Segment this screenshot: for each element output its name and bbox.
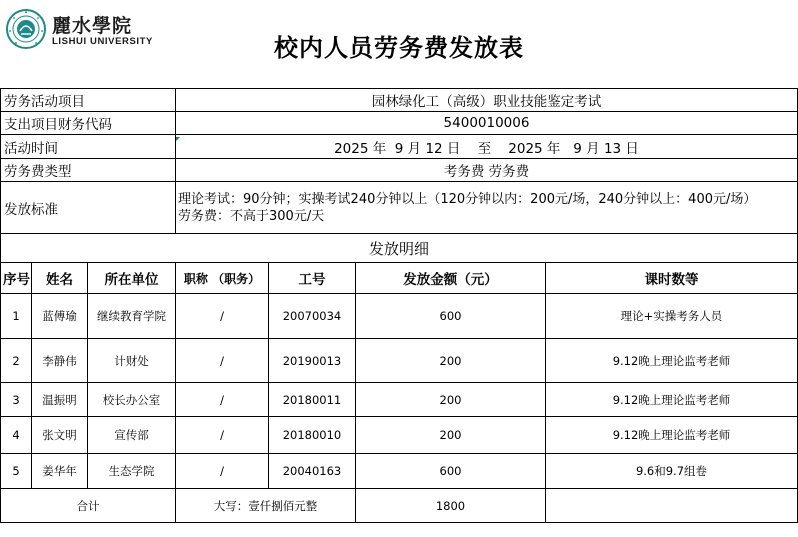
standard-line-1: 理论考试：90分钟；实操考试240分钟以上（120分钟以内：200元/场，240分钟以上：400元/场） — [178, 191, 757, 207]
header-unit: 所在单位 — [88, 263, 176, 294]
row-amount[interactable]: 200 — [356, 339, 546, 383]
row-amount[interactable]: 600 — [356, 294, 546, 339]
row-name[interactable]: 李静伟 — [32, 339, 88, 383]
table-row — [1, 294, 798, 339]
standard-value[interactable] — [176, 182, 798, 234]
table-row — [1, 383, 798, 417]
finance-code-label: 支出项目财务代码 — [1, 112, 176, 135]
total-capital-amount[interactable]: 大写：壹仟捌佰元整 — [176, 489, 356, 523]
row-name[interactable]: 温振明 — [32, 383, 88, 417]
row-unit[interactable]: 生态学院 — [88, 454, 176, 489]
row-seq[interactable]: 4 — [1, 417, 32, 454]
row-unit[interactable]: 校长办公室 — [88, 383, 176, 417]
fee-type-value[interactable]: 考务费 劳务费 — [176, 159, 798, 182]
activity-time-value[interactable]: 2025 年 9 月 12 日 至 2025 年 9 月 13 日 — [176, 135, 798, 159]
standard-line-2: 劳务费：不高于300元/天 — [178, 208, 325, 224]
row-title[interactable]: / — [176, 383, 269, 417]
row-title[interactable]: / — [176, 339, 269, 383]
row-unit[interactable]: 宣传部 — [88, 417, 176, 454]
row-hours[interactable]: 9.12晚上理论监考老师 — [546, 417, 798, 454]
total-label: 合计 — [1, 489, 176, 523]
row-unit[interactable]: 继续教育学院 — [88, 294, 176, 339]
row-hours[interactable]: 9.12晚上理论监考老师 — [546, 383, 798, 417]
row-name[interactable]: 张文明 — [32, 417, 88, 454]
row-id[interactable]: 20180011 — [269, 383, 356, 417]
header-id: 工号 — [269, 263, 356, 294]
table-row — [1, 339, 798, 383]
row-id[interactable]: 20070034 — [269, 294, 356, 339]
row-title[interactable]: / — [176, 417, 269, 454]
page-title: 校内人员劳务费发放表 — [274, 34, 524, 62]
table-row — [1, 417, 798, 454]
activity-time-label: 活动时间 — [1, 135, 176, 159]
total-amount[interactable]: 1800 — [356, 489, 546, 523]
row-unit[interactable]: 计财处 — [88, 339, 176, 383]
row-name[interactable]: 蓝傅瑜 — [32, 294, 88, 339]
detail-section-title: 发放明细 — [1, 234, 798, 263]
header-hours: 课时数等 — [546, 263, 798, 294]
row-amount[interactable]: 200 — [356, 383, 546, 417]
row-amount[interactable]: 600 — [356, 454, 546, 489]
total-empty-cell[interactable] — [546, 489, 798, 523]
row-id[interactable]: 20040163 — [269, 454, 356, 489]
row-hours[interactable]: 9.12晚上理论监考老师 — [546, 339, 798, 383]
row-title[interactable]: / — [176, 294, 269, 339]
logo-chinese-name: 麗水學院 — [52, 15, 133, 37]
cell-comment-marker-icon — [176, 137, 180, 141]
row-amount[interactable]: 200 — [356, 417, 546, 454]
table-row — [1, 454, 798, 489]
finance-code-value[interactable]: 5400010006 — [176, 112, 798, 135]
row-name[interactable]: 姜华年 — [32, 454, 88, 489]
row-title[interactable]: / — [176, 454, 269, 489]
standard-label: 发放标准 — [1, 182, 176, 234]
header-title: 职称 （职务） — [176, 263, 269, 294]
row-seq[interactable]: 5 — [1, 454, 32, 489]
header-name: 姓名 — [32, 263, 88, 294]
header-seq: 序号 — [1, 263, 32, 294]
project-value[interactable]: 园林绿化工（高级）职业技能鉴定考试 — [176, 89, 798, 112]
row-seq[interactable]: 1 — [1, 294, 32, 339]
logo-english-name: LISHUI UNIVERSITY — [52, 36, 153, 47]
row-hours[interactable]: 9.6和9.7组卷 — [546, 454, 798, 489]
row-seq[interactable]: 3 — [1, 383, 32, 417]
total-row — [1, 489, 798, 523]
row-id[interactable]: 20180010 — [269, 417, 356, 454]
fee-type-label: 劳务费类型 — [1, 159, 176, 182]
row-id[interactable]: 20190013 — [269, 339, 356, 383]
row-hours[interactable]: 理论+实操考务人员 — [546, 294, 798, 339]
project-label: 劳务活动项目 — [1, 89, 176, 112]
payment-table — [0, 88, 798, 523]
row-seq[interactable]: 2 — [1, 339, 32, 383]
header-amount: 发放金额（元） — [356, 263, 546, 294]
